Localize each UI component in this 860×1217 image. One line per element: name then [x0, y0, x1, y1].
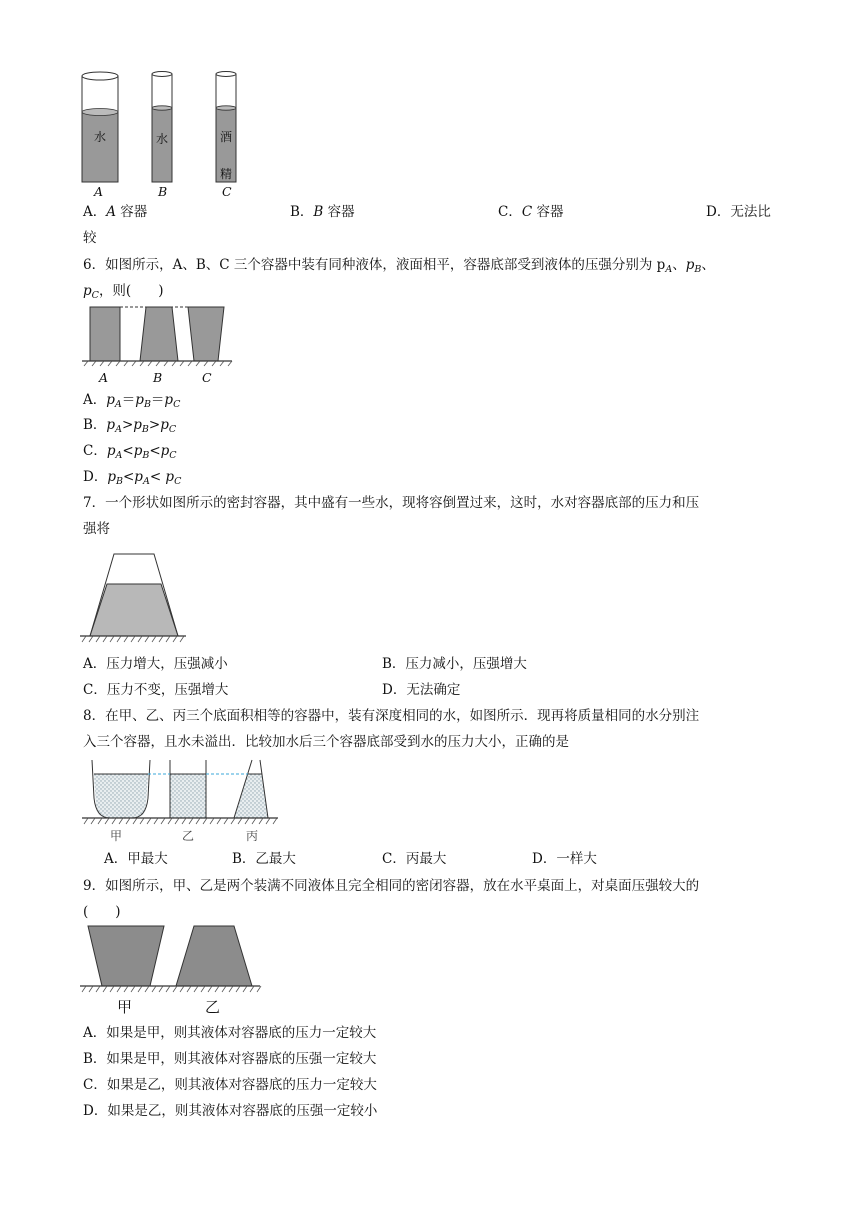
q6-stem-line2: $p_C$，则( ) [83, 283, 164, 301]
q9-label-jia: 甲 [117, 998, 133, 1016]
q6-option-c[interactable]: C．$p_A<p_B<p_C$ [83, 443, 177, 461]
q6-label-a: A [99, 370, 109, 385]
q5-option-d[interactable]: D．无法比 [706, 204, 771, 220]
q9-option-c[interactable]: C．如果是乙，则其液体对容器底的压力一定较大 [83, 1077, 377, 1093]
q8-stem-line1: 8．在甲、乙、丙三个底面积相等的容器中，装有深度相同的水，如图所示．现再将质量相同的水分别注 [83, 708, 700, 724]
container-b [152, 72, 172, 183]
container-a [82, 72, 118, 182]
q9-option-b[interactable]: B．如果是甲，则其液体对容器底的压强一定较大 [83, 1051, 377, 1067]
q8-label-yi: 乙 [182, 829, 195, 843]
q5-label-c: C [222, 184, 232, 199]
q8-option-b[interactable]: B．乙最大 [232, 851, 296, 867]
q7-stem-line1: 7．一个形状如图所示的密封容器，其中盛有一些水，现将容倒置过来，这时，水对容器底部的压力和压 [83, 495, 700, 511]
container-jia [88, 926, 164, 986]
q5-label-b: B [158, 184, 168, 199]
q8-label-jia: 甲 [110, 829, 123, 843]
q6-option-a[interactable]: A．$p_A=p_B=p_C$ [83, 392, 181, 410]
q9-figure [80, 922, 270, 1002]
container-c [188, 307, 224, 361]
q6-figure [82, 300, 242, 370]
q6-label-b: B [153, 370, 163, 385]
q5-option-d-wrap: 较 [83, 230, 97, 246]
q7-option-a[interactable]: A．压力增大，压强减小 [83, 656, 228, 672]
q5-option-a[interactable]: A．A 容器 [83, 204, 148, 220]
q6-option-b[interactable]: B．$p_A>p_B>p_C$ [83, 417, 177, 435]
q8-stem-line2: 入三个容器，且水未溢出．比较加水后三个容器底部受到水的压力大小，正确的是 [83, 734, 569, 750]
q7-option-b[interactable]: B．压力减小，压强增大 [382, 656, 527, 672]
q5-liquid-a: 水 [94, 130, 107, 144]
q9-option-d[interactable]: D．如果是乙，则其液体对容器底的压强一定较小 [83, 1103, 378, 1119]
q9-option-a[interactable]: A．如果是甲，则其液体对容器底的压力一定较大 [83, 1025, 377, 1041]
q8-option-a[interactable]: A．甲最大 [104, 851, 168, 867]
q7-option-d[interactable]: D．无法确定 [382, 682, 461, 698]
q8-figure [82, 758, 282, 838]
q6-option-d[interactable]: D．$p_B<p_A< p_C$ [83, 469, 182, 487]
q5-option-c[interactable]: C．C 容器 [498, 204, 564, 220]
q7-stem-line2: 强将 [83, 521, 110, 537]
container-b [140, 307, 178, 361]
q8-option-c[interactable]: C．丙最大 [382, 851, 447, 867]
q7-figure [80, 550, 190, 650]
q9-label-yi: 乙 [205, 998, 221, 1016]
q6-label-c: C [202, 370, 212, 385]
q8-option-d[interactable]: D．一样大 [532, 851, 597, 867]
q9-stem-line1: 9．如图所示，甲、乙是两个装满不同液体且完全相同的密闭容器，放在水平桌面上，对桌面压强较大的 [83, 878, 700, 894]
q5-liquid-c-1: 酒 [220, 130, 233, 144]
container-yi [176, 926, 252, 986]
q8-label-bing: 丙 [246, 829, 259, 843]
container-a [90, 307, 120, 361]
q5-liquid-c-2: 精 [220, 167, 233, 181]
q6-stem-line1: 6．如图所示，A、B、C 三个容器中装有同种液体，液面相平，容器底部受到液体的压强分别为 $p_A$、$p_B$、 [83, 257, 715, 275]
q5-figure [78, 68, 278, 198]
q5-label-a: A [94, 184, 104, 199]
container-yi [170, 774, 206, 818]
q7-option-c[interactable]: C．压力不变，压强增大 [83, 682, 229, 698]
container-jia [94, 774, 148, 818]
q9-stem-line2: ( ) [83, 904, 121, 920]
q5-option-b[interactable]: B．B 容器 [290, 204, 355, 220]
q5-liquid-b: 水 [156, 132, 169, 146]
